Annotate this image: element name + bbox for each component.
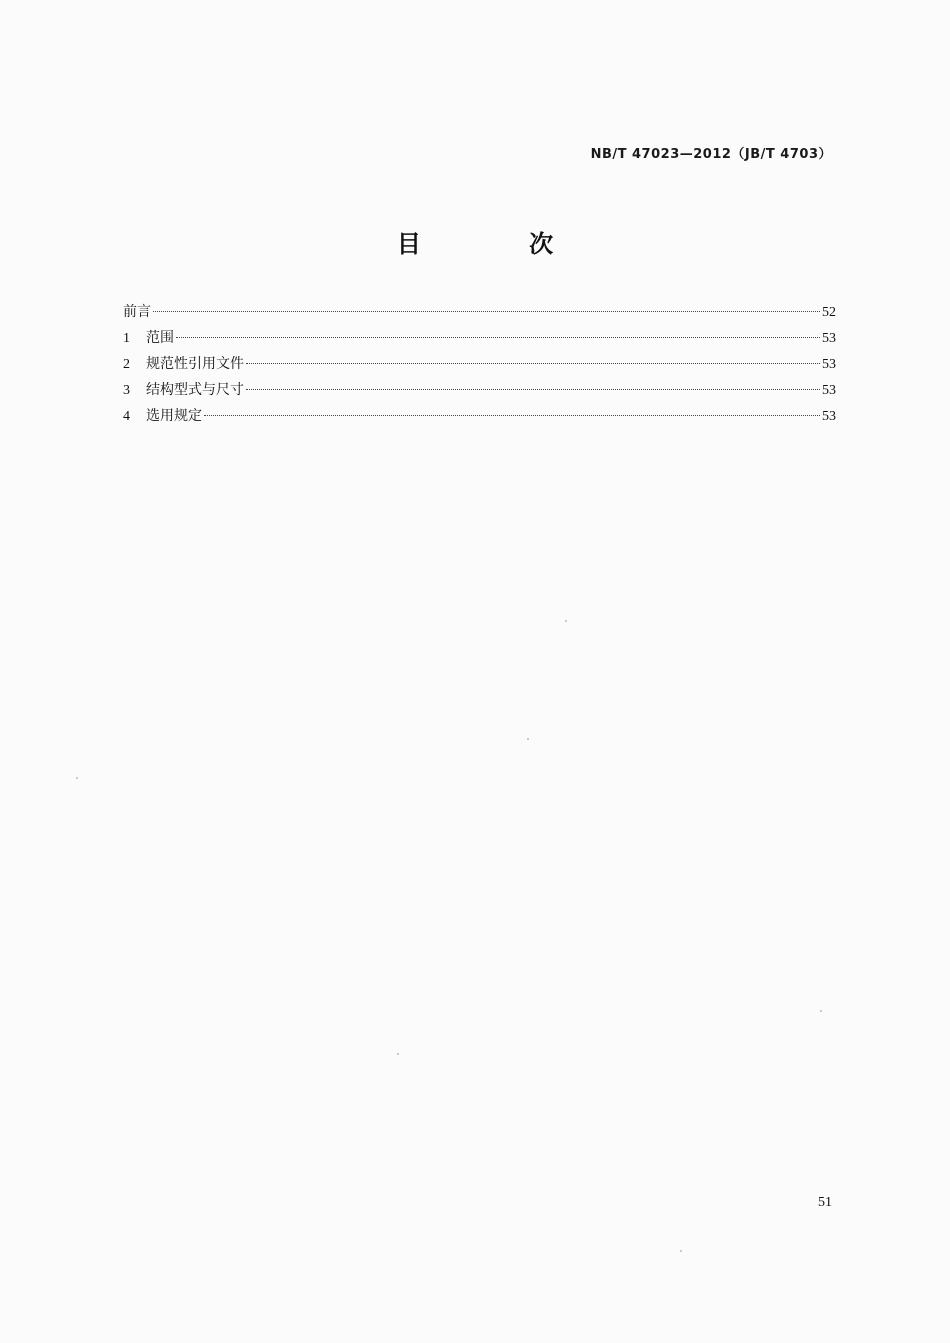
scan-speck xyxy=(76,777,78,779)
toc-leader-dots xyxy=(176,337,820,338)
toc-leader-dots xyxy=(153,311,820,312)
toc-entry-number: 3 xyxy=(123,383,130,398)
toc-entry-label: 结构型式与尺寸 xyxy=(146,382,244,398)
toc-entry-label: 范围 xyxy=(146,330,174,346)
toc-entry-3[interactable] xyxy=(123,381,836,407)
toc-entry-number: 2 xyxy=(123,357,130,372)
toc-entry-page: 53 xyxy=(822,383,836,398)
toc-entry-page: 53 xyxy=(822,331,836,346)
toc-entry-number: 1 xyxy=(123,331,130,346)
toc-leader-dots xyxy=(204,415,820,416)
toc-entry-1[interactable] xyxy=(123,329,836,355)
standard-number: NB/T 47023—2012（JB/T 4703） xyxy=(590,147,832,162)
scan-speck xyxy=(527,738,529,740)
page-title: 目 次 xyxy=(396,230,604,258)
page-number: 51 xyxy=(818,1195,832,1210)
scan-speck xyxy=(820,1010,822,1012)
toc-entry-2[interactable] xyxy=(123,355,836,381)
toc-entry-label: 规范性引用文件 xyxy=(146,356,244,372)
toc-entry-number: 4 xyxy=(123,409,130,424)
toc-entry-label: 前言 xyxy=(123,304,151,320)
toc-entry-page: 53 xyxy=(822,409,836,424)
toc-leader-dots xyxy=(246,389,820,390)
toc-entry-page: 53 xyxy=(822,357,836,372)
toc-leader-dots xyxy=(246,363,820,364)
scan-speck xyxy=(397,1053,399,1055)
toc-entry-4[interactable] xyxy=(123,407,836,433)
scan-speck xyxy=(565,620,567,622)
toc-entry-preface[interactable] xyxy=(123,303,836,329)
toc-entry-page: 52 xyxy=(822,305,836,320)
table-of-contents xyxy=(123,303,836,433)
scan-speck xyxy=(680,1250,682,1252)
toc-entry-label: 选用规定 xyxy=(146,408,202,424)
